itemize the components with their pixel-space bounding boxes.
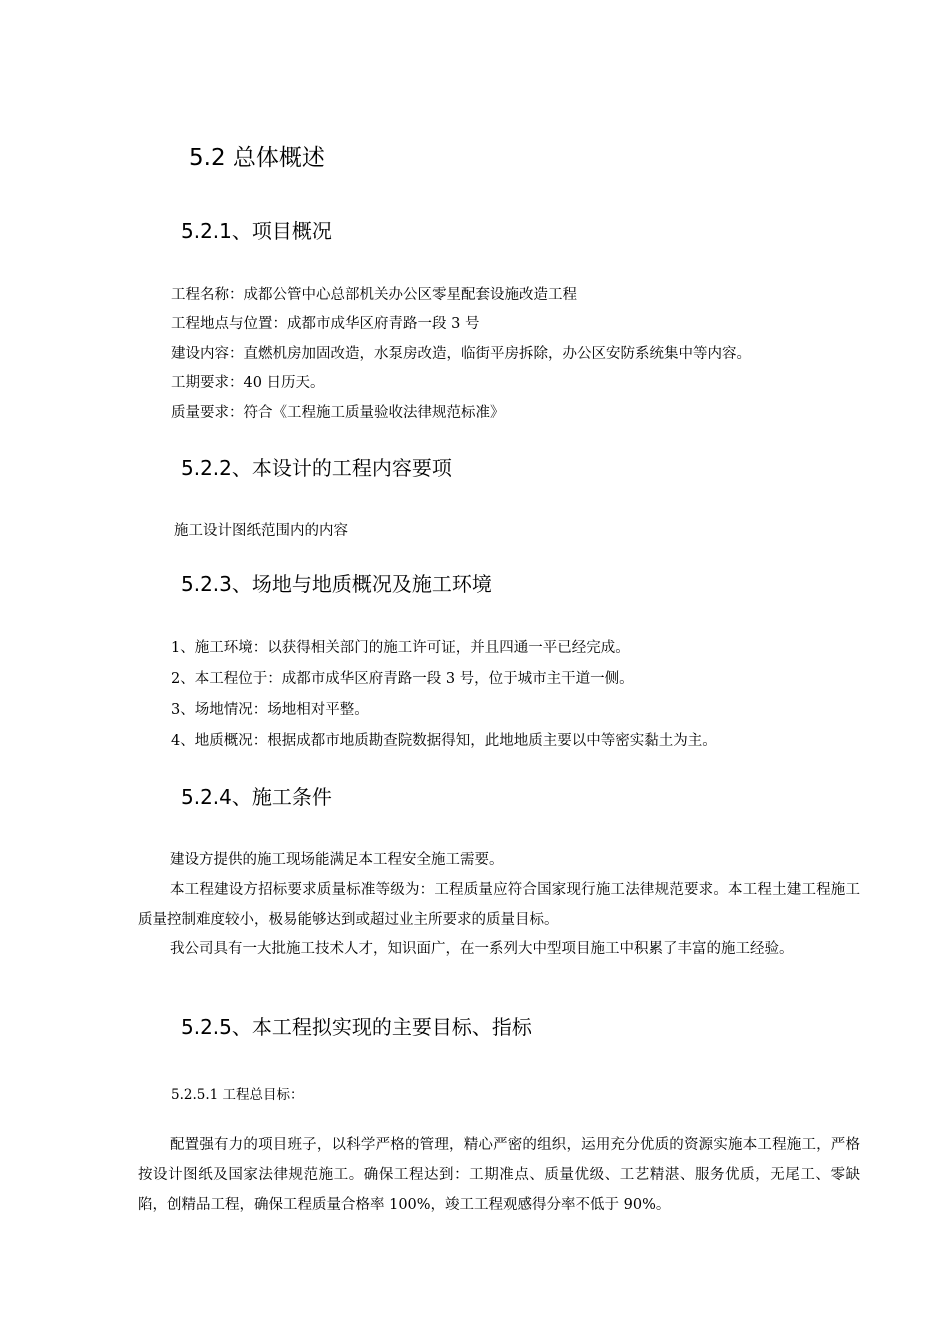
project-name-line: 工程名称：成都公管中心总部机关办公区零星配套设施改造工程 [171,287,577,303]
conditions-paragraph-1: 建设方提供的施工现场能满足本工程安全施工需要。 [170,852,504,868]
conditions-paragraph-3: 我公司具有一大批施工技术人才，知识面广，在一系列大中型项目施工中积累了丰富的施工经验。 [170,941,794,957]
construction-content-line: 建设内容：直燃机房加固改造，水泵房改造，临街平房拆除，办公区安防系统集中等内容。 [171,346,751,362]
design-scope-text: 施工设计图纸范围内的内容 [174,523,348,539]
site-item-2: 2、本工程位于：成都市成华区府青路一段 3 号，位于城市主干道一侧。 [171,671,634,687]
project-location-line: 工程地点与位置：成都市成华区府青路一段 3 号 [171,316,480,332]
duration-line: 工期要求：40 日历天。 [171,375,325,391]
quality-line: 质量要求：符合《工程施工质量验收法律规范标准》 [171,405,505,421]
heading-5-2-1: 5.2.1、项目概况 [181,219,332,243]
site-item-4: 4、地质概况：根据成都市地质勘查院数据得知，此地地质主要以中等密实黏土为主。 [171,733,717,749]
site-item-1: 1、施工环境：以获得相关部门的施工许可证，并且四通一平已经完成。 [171,640,630,656]
site-item-3: 3、场地情况：场地相对平整。 [171,702,369,718]
section-title: 5.2 总体概述 [189,145,325,171]
heading-5-2-5: 5.2.5、本工程拟实现的主要目标、指标 [181,1015,532,1039]
goal-paragraph: 配置强有力的项目班子，以科学严格的管理，精心严密的组织，运用充分优质的资源实施本工程施工，严格按设计图纸及国家法律规范施工。确保工程达到：工期准点、质量优级、工艺精湛、服务优质，无尾工、零缺陷，创精品工程，确保工程质量合格率 100%，竣工工程观感得分率不低于 90%。 [138,1137,860,1213]
heading-5-2-2: 5.2.2、本设计的工程内容要项 [181,456,452,480]
heading-5-2-3: 5.2.3、场地与地质概况及施工环境 [181,572,492,596]
heading-5-2-4: 5.2.4、施工条件 [181,785,332,809]
conditions-paragraph-2: 本工程建设方招标要求质量标准等级为：工程质量应符合国家现行施工法律规范要求。本工程土建工程施工质量控制难度较小，极易能够达到或超过业主所要求的质量目标。 [138,882,860,928]
heading-5-2-5-1: 5.2.5.1 工程总目标： [171,1087,304,1103]
